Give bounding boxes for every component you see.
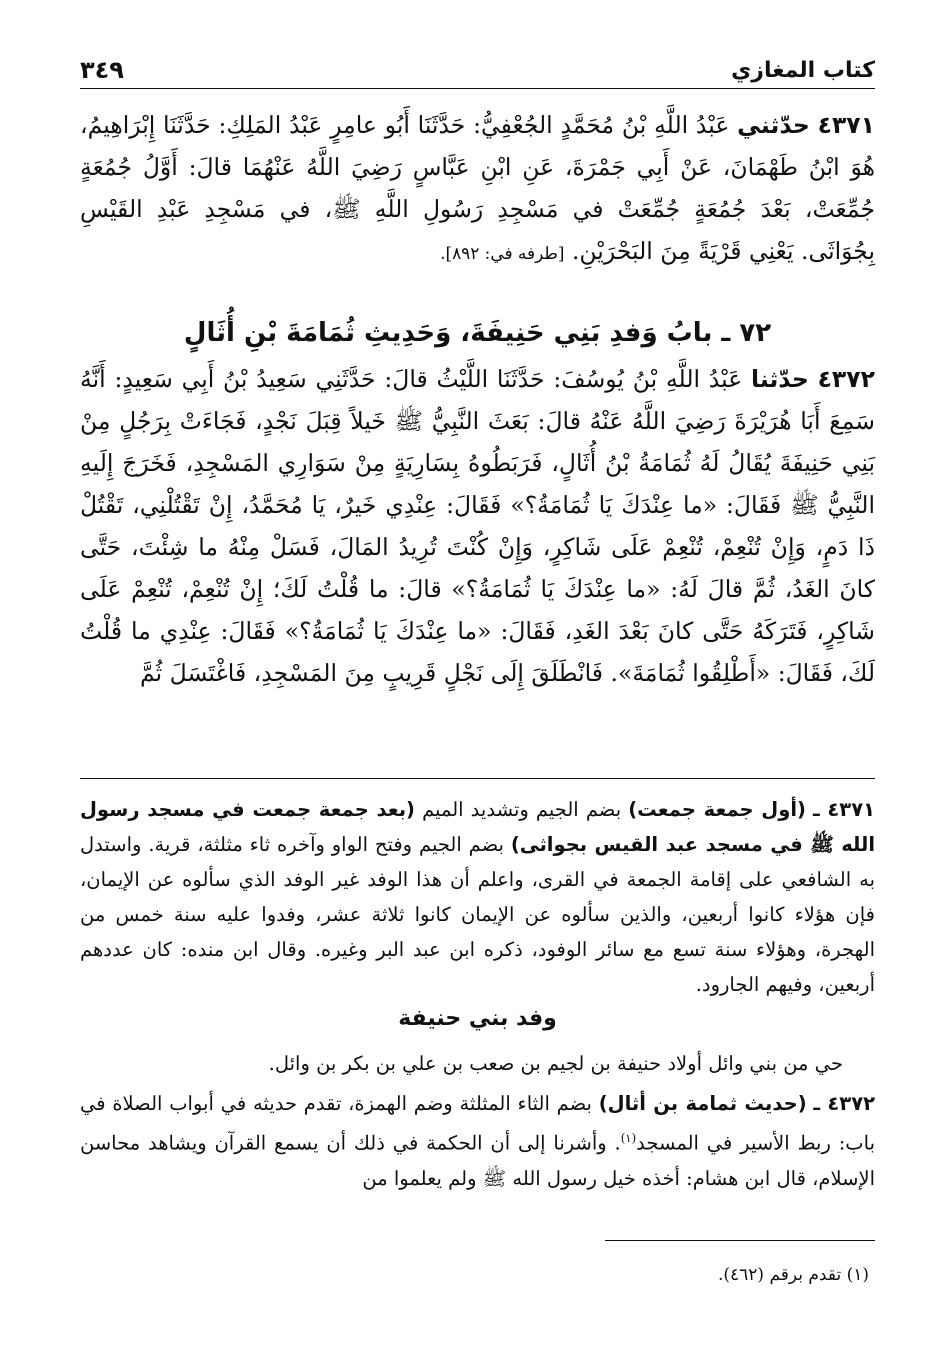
hadith-number: ٤٣٧١ (817, 111, 875, 139)
hadith-4372 (80, 358, 875, 694)
hadith-text: عَبْدُ اللَّهِ بْنُ مُحَمَّدٍ الجُعْفِيُّ: حَدَّثَنَا أَبُو عامِرٍ عَبْدُ المَلِكِ: حَدَّثَنَا إِبْرَاهِيمُ، هُوَ ابْنُ طَهْمَانَ، عَنْ أَبِي جَمْرَةَ، عَنِ ابْنِ عَبَّاسٍ رَضِيَ اللَّهُ عَنْهُمَا قالَ: أَوَّلُ جُمُعَةٍ جُمِّعَتْ، بَعْدَ جُمُعَةٍ جُمِّعَتْ في مَسْجِدِ رَسُولِ اللَّهِ ﷺ، في مَسْجِدِ عَبْدِ القَيْسِ بِجُوَاثَى. يَعْنِي قَرْيَةً مِنَ البَحْرَيْنِ. (80, 111, 875, 265)
note-number: ٤٣٧١ ـ (813, 798, 875, 821)
footnote-block (80, 1262, 869, 1288)
page-number: ٣٤٩ (80, 56, 124, 84)
tribe-line-block (80, 1046, 843, 1081)
hadith-4371-paragraph (80, 104, 875, 274)
commentary-text: بضم الجيم وفتح الواو وآخره ثاء مثلثة، قرية. واستدل به الشافعي على إقامة الجمعة في القرى، واعلم أن هذا الوفد غير الوفد الذي سألوه عن الإيمان، فإن هؤلاء كانوا أربعين، والذين سألوه عن الإيمان كانوا ثلاثة عشر، وفدوا عليه سنة خمس من الهجرة، وهؤلاء سنة تسع مع سائر الوفود، ذكره ابن عبد البر وغيره. وقال ابن منده: كان عددهم أربعين، وفيهم الجارود. (80, 833, 875, 996)
quoted-phrase: (أول جمعة جمعت) (628, 798, 806, 821)
commentary-4372-paragraph (80, 1086, 875, 1196)
tarf-reference: [طرفه في: ٨٩٢]. (440, 243, 565, 263)
commentary-4371 (80, 792, 875, 1002)
quoted-phrase: (حديث ثمامة بن أثال) (598, 1092, 807, 1115)
subheading-block (80, 1006, 875, 1031)
tribe-line: حي من بني وائل أولاد حنيفة بن لجيم بن صعب بن علي بن بكر بن وائل. (268, 1052, 843, 1075)
hadith-lead: حدّثنا (751, 365, 809, 393)
commentary-4371-paragraph (80, 792, 875, 1002)
commentary-divider (80, 778, 875, 779)
footnote-divider (605, 1240, 875, 1241)
footnote: (١) تقدم برقم (٤٦٢). (717, 1265, 869, 1285)
chapter-heading: ٧٢ ـ بابُ وَفدِ بَنِي حَنِيفَةَ، وَحَدِيثِ ثُمَامَةَ بْنِ أُثَالٍ (183, 318, 772, 348)
chapter-heading-block (80, 318, 875, 348)
hadith-lead: حدّثني (737, 111, 810, 139)
subheading: وفد بني حنيفة (398, 1006, 557, 1031)
commentary-4372 (80, 1086, 875, 1196)
commentary-text: . وأشرنا إلى أن الحكمة في ذلك أن يسمع القرآن ويشاهد محاسن الإسلام، قال ابن هشام: أخذه خيل رسول الله ﷺ ولم يعلموا من (80, 1131, 875, 1190)
hadith-number: ٤٣٧٢ (817, 365, 875, 393)
hadith-text: عَبْدُ اللَّهِ بْنُ يُوسُفَ: حَدَّثَنَا اللَّيْثُ قالَ: حَدَّثَنِي سَعِيدُ بْنُ أَبِي سَعِيدٍ: أَنَّهُ سَمِعَ أَبَا هُرَيْرَةَ رَضِيَ اللَّهُ عَنْهُ قالَ: بَعَثَ النَّبِيُّ ﷺ خَيلاً قِبَلَ نَجْدٍ، فَجَاءَتْ بِرَجُلٍ مِنْ بَنِي حَنِيفَةَ يُقَالُ لَهُ ثُمَامَةُ بْنُ أُثَالٍ، فَرَبَطُوهُ بِسَارِيَةٍ مِنْ سَوَارِي المَسْجِدِ، فَخَرَجَ إِلَيهِ النَّبِيُّ ﷺ فَقَالَ: «ما عِنْدَكَ يَا ثُمَامَةُ؟» فَقَالَ: عِنْدِي خَيرٌ، يَا مُحَمَّدُ، إِنْ تَقْتُلْنِي، تَقْتُلْ ذَا دَمٍ، وَإِنْ تُنْعِمْ، تُنْعِمْ عَلَى شَاكِرٍ، وَإِنْ كُنْتَ تُرِيدُ المَالَ، فَسَلْ مِنْهُ ما شِئْتَ، حَتَّى كانَ الغَدُ، ثُمَّ قالَ لَهُ: «ما عِنْدَكَ يَا ثُمَامَةُ؟» قالَ: ما قُلْتُ لَكَ؛ إِنْ تُنْعِمْ، تُنْعِمْ عَلَى شَاكِرٍ، فَتَرَكَهُ حَتَّى كانَ بَعْدَ الغَدِ، فَقَالَ: «ما عِنْدَكَ يَا ثُمَامَةُ؟» فَقَالَ: عِنْدِي ما قُلْتُ لَكَ، فَقَالَ: «أَطْلِقُوا ثُمَامَةَ». فَانْطَلَقَ إِلَى نَجْلٍ قَرِيبٍ مِنَ المَسْجِدِ، فَاغْتَسَلَ ثُمَّ (80, 365, 875, 687)
hadith-4372-paragraph (80, 358, 875, 694)
commentary-text: بضم الجيم وتشديد الميم (422, 798, 622, 821)
quoted-phrase: (بعد جمعة جمعت في مسجد رسول الله ﷺ في مسجد عبد القيس بجواثى) (80, 798, 876, 856)
hadith-4371 (80, 104, 875, 274)
commentary-text: بضم الثاء المثلثة وضم الهمزة، تقدم حديثه في أبواب الصلاة في باب: ربط الأسير في المسجد (80, 1092, 875, 1155)
footnote-marker: (١) (620, 1131, 637, 1145)
note-number: ٤٣٧٢ ـ (813, 1092, 875, 1115)
page-header (80, 48, 875, 89)
running-title: كتاب المغازي (731, 58, 875, 83)
